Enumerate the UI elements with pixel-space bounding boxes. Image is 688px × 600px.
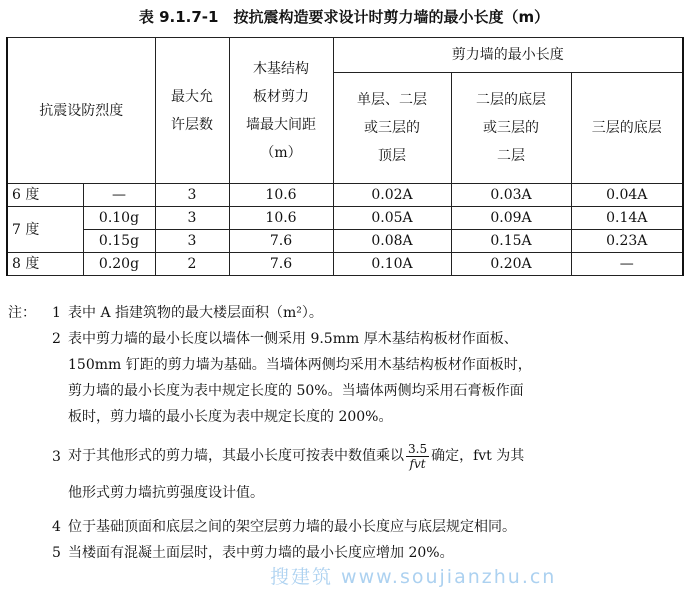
header-max-spacing: 木基结构 板材剪力 墙最大间距 （m）	[229, 38, 333, 184]
header-intensity: 抗震设防烈度	[7, 38, 155, 184]
row-floors: 3	[155, 184, 229, 207]
row-spacing: 10.6	[229, 184, 333, 207]
row-accel: —	[83, 184, 155, 207]
row-spacing: 7.6	[229, 230, 333, 253]
row-bottom: —	[571, 253, 683, 276]
row-floors: 3	[155, 207, 229, 230]
note-4	[8, 514, 684, 540]
row-accel: 0.20g	[83, 253, 155, 276]
row-accel: 0.15g	[83, 230, 155, 253]
row-second: 0.15A	[451, 230, 571, 253]
row-spacing: 7.6	[229, 253, 333, 276]
note-1	[8, 300, 684, 326]
table-notes	[8, 300, 684, 566]
row-bottom: 0.04A	[571, 184, 683, 207]
row-accel: 0.10g	[83, 207, 155, 230]
row-bottom: 0.23A	[571, 230, 683, 253]
row-second: 0.20A	[451, 253, 571, 276]
row-bottom: 0.14A	[571, 207, 683, 230]
row-second: 0.03A	[451, 184, 571, 207]
row-spacing: 10.6	[229, 207, 333, 230]
note-index: 4	[52, 519, 61, 535]
note-index: 1	[52, 305, 61, 321]
notes-lead: 注：	[8, 305, 36, 321]
row-degree: 8 度	[7, 253, 83, 276]
row-top: 0.05A	[333, 207, 451, 230]
note-index: 2	[52, 331, 61, 347]
header-max-floors: 最大允 许层数	[155, 38, 229, 184]
fraction: $\frac{3.5}{\text{fvt}}$	[408, 441, 428, 471]
table-row	[7, 230, 683, 253]
note-text: 对于其他形式的剪力墙，其最小长度可按表中数值乘以	[68, 448, 404, 464]
note-text: 当楼面有混凝土面层时，表中剪力墙的最小长度应增加 20%。	[68, 545, 454, 561]
min-shear-wall-length-table	[6, 37, 684, 276]
note-text: 确定，fvt 为其	[431, 448, 525, 464]
table-row	[7, 253, 683, 276]
header-sub-bottom-floor: 三层的底层	[571, 73, 683, 184]
header-sub-second-floor: 二层的底层 或三层的 二层	[451, 73, 571, 184]
row-top: 0.10A	[333, 253, 451, 276]
row-floors: 2	[155, 253, 229, 276]
note-3	[8, 436, 684, 506]
row-degree: 6 度	[7, 184, 83, 207]
note-text: 150mm 钉距的剪力墙为基础。当墙体两侧均采用木基结构板材作面板时，	[68, 357, 532, 373]
row-second: 0.09A	[451, 207, 571, 230]
header-min-length: 剪力墙的最小长度	[333, 38, 683, 73]
row-degree: 7 度	[7, 207, 83, 253]
row-floors: 3	[155, 230, 229, 253]
header-sub-top-floor: 单层、二层 或三层的 顶层	[333, 73, 451, 184]
note-text: 剪力墙的最小长度为表中规定长度的 50%。当墙体两侧均采用石膏板作面	[68, 383, 524, 399]
note-text: 板时，剪力墙的最小长度为表中规定长度的 200%。	[68, 409, 393, 425]
note-text: 他形式剪力墙抗剪强度设计值。	[68, 485, 264, 501]
row-top: 0.08A	[333, 230, 451, 253]
table-row	[7, 207, 683, 230]
note-text: 位于基础顶面和底层之间的架空层剪力墙的最小长度应与底层规定相同。	[68, 519, 516, 535]
note-index: 5	[52, 545, 61, 561]
note-2	[8, 326, 684, 430]
watermark: 搜建筑 www.soujianzhu.cn	[270, 566, 557, 588]
table-row	[7, 184, 683, 207]
note-index: 3	[52, 449, 61, 465]
note-text: 表中 A 指建筑物的最大楼层面积（m²）。	[68, 305, 323, 321]
table-title: 表 9.1.7-1 按抗震构造要求设计时剪力墙的最小长度（m）	[138, 8, 550, 26]
note-text: 表中剪力墙的最小长度以墙体一侧采用 9.5mm 厚木基结构板材作面板、	[68, 331, 518, 347]
row-top: 0.02A	[333, 184, 451, 207]
